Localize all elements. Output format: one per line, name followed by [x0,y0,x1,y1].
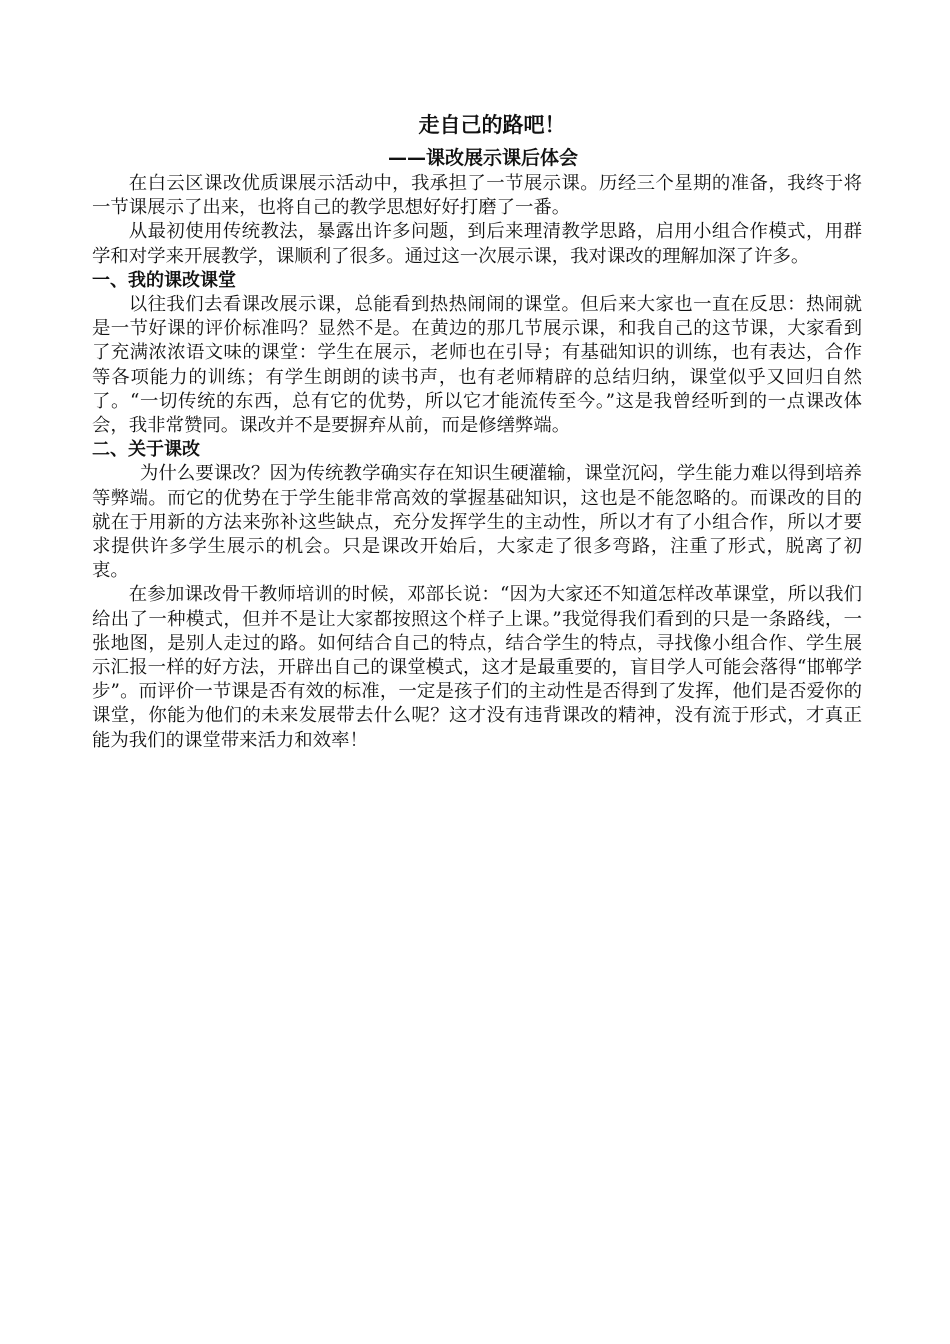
intro-paragraph: 在白云区课改优质课展示活动中，我承担了一节展示课。历经三个星期的准备，我终于将一节课展示了出来，也将自己的教学思想好好打磨了一番。 [92,173,862,219]
document-title: 走自己的路吧！ [418,113,566,137]
section-heading: 二、关于课改 [92,439,200,461]
body-paragraph: 以往我们去看课改展示课，总能看到热热闹闹的课堂。但后来大家也一直在反思：热闹就是一节好课的评价标准吗？显然不是。在黄边的那几节展示课，和我自己的这节课，大家看到了充满浓浓语文味的课堂：学生在展示，老师也在引导；有基础知识的训练，也有表达，合作等各项能力的训练；有学生朗朗的读书声，也有老师精辟的总结归纳，课堂似乎又回归自然了。“一切传统的东西，总有它的优势，所以它才能流传至今。”这是我曾经听到的一点课改体会，我非常赞同。课改并不是要摒弃从前，而是修缮弊端。 [92,294,862,437]
document-page [92,108,862,753]
body-paragraph: 在参加课改骨干教师培训的时候，邓部长说：“因为大家还不知道怎样改革课堂，所以我们给出了一种模式，但并不是让大家都按照这个样子上课。”我觉得我们看到的只是一条路线，一张地图，是别人走过的路。如何结合自己的特点，结合学生的特点，寻找像小组合作、学生展示汇报一样的好方法，开辟出自己的课堂模式，这才是最重要的，盲目学人可能会落得“邯郸学步”。而评价一节课是否有效的标准，一定是孩子们的主动性是否得到了发挥，他们是否爱你的课堂，你能为他们的未来发展带去什么呢？这才没有违背课改的精神，没有流于形式，才真正能为我们的课堂带来活力和效率！ [92,584,862,751]
document-subtitle: ——课改展示课后体会 [388,147,579,169]
intro-paragraph: 从最初使用传统教法，暴露出许多问题，到后来理清教学思路，启用小组合作模式，用群学和对学来开展教学，课顺利了很多。通过这一次展示课，我对课改的理解加深了许多。 [92,221,862,267]
section-heading: 一、我的课改课堂 [92,269,236,291]
body-paragraph: 为什么要课改？因为传统教学确实存在知识生硬灌输，课堂沉闷，学生能力难以得到培养等弊端。而它的优势在于学生能非常高效的掌握基础知识，这也是不能忽略的。而课改的目的就在于用新的方法来弥补这些缺点，充分发挥学生的主动性，所以才有了小组合作，所以才要求提供许多学生展示的机会。只是课改开始后，大家走了很多弯路，注重了形式，脱离了初衷。 [92,463,862,582]
